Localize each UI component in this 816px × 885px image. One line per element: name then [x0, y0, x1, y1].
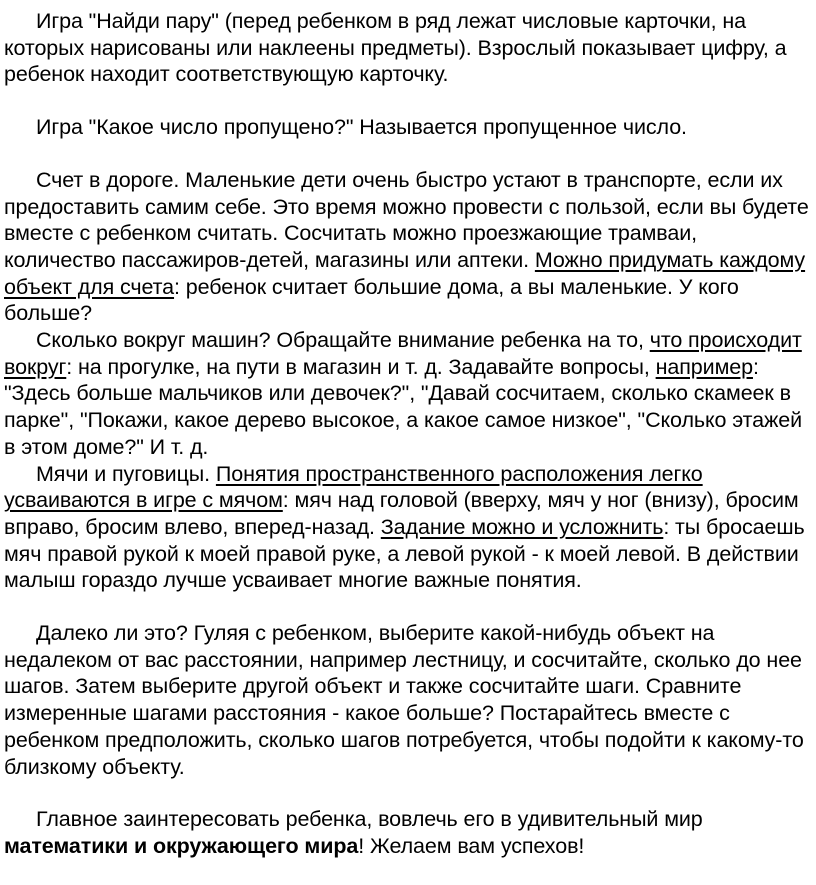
paragraph-find-pair: Игра "Найди пару" (перед ребенком в ряд лежат числовые карточки, на которых нарисованы или наклеены предметы). Взрослый показывает цифру, а ребенок находит соответствующую карточку. [4, 9, 787, 87]
text-run: : ты бросаешь мяч правой рукой к моей правой руке, а левой рукой - к моей левой. В действии малыш гораздо лучше усваивает многие важные понятия. [4, 514, 805, 593]
text-run: : мяч над головой (вверху, мяч у ног (внизу), бросим вправо, бросим влево, вперед-назад. [4, 488, 799, 539]
underlined-text: Задание можно и усложнить [380, 514, 664, 539]
text-run: Сколько вокруг машин? Обращайте внимание ребенка на то, [36, 328, 650, 353]
text-run: Главное заинтересовать ребенка, вовлечь его в удивительный мир [36, 807, 703, 832]
underlined-text: Можно придумать каждому объект для счета [4, 247, 806, 299]
text-run: : ребенок считает большие дома, а вы маленькие. У кого больше? [4, 274, 739, 326]
paragraph-counting-on-road [4, 167, 810, 327]
text-run: : "Здесь больше мальчиков или девочек?", "Давай сосчитаем, сколько скамеек в парке", "Покажи, какое дерево высокое, а какое самое низкое", "Сколько этажей в этом доме?" И т. д. [4, 354, 803, 459]
underlined-text: Понятия пространственного расположения легко усваиваются в игре с мячом [4, 461, 703, 513]
paragraph-gap [4, 594, 810, 620]
paragraph-is-it-far: Далеко ли это? Гуляя с ребенком, выберите какой-нибудь объект на недалеком от вас расстоянии, например лестницу, и сосчитайте, сколько до нее шагов. Затем выберите другой объект и также сосчитайте шаги. Сравните измеренные шагами расстояния - какое больше? Постарайтесь вместе с ребенком предположить, сколько шагов потребуется, чтобы подойти к какому-то близкому объекту. [4, 621, 804, 779]
text-run: Мячи и пуговицы. [36, 461, 216, 486]
paragraph-balls-and-buttons [4, 461, 810, 595]
paragraph-gap [4, 780, 810, 806]
paragraph-gap [4, 141, 810, 167]
text-run: ! Желаем вам успехов! [358, 833, 585, 858]
paragraph-how-many-cars [4, 327, 810, 461]
underlined-text: что происходит вокруг [4, 328, 802, 379]
bold-text: математики и окружающего мира [4, 833, 359, 858]
text-run: : на прогулке, на пути в магазин и т. д. Задавайте вопросы, [66, 354, 656, 379]
paragraph-gap [4, 88, 810, 114]
text-run: Счет в дороге. Маленькие дети очень быстро устают в транспорте, если их предоставить самим себе. Это время можно провести с пользой, если вы будете вместе с ребенком считать. Сосчитать можно проезжающие трамваи, количество пассажиров-детей, магазины или аптеки. [4, 167, 809, 272]
paragraph-conclusion [4, 806, 810, 859]
paragraph-missing-number: Игра "Какое число пропущено?" Называется пропущенное число. [36, 115, 687, 140]
underlined-text: например [655, 354, 753, 379]
